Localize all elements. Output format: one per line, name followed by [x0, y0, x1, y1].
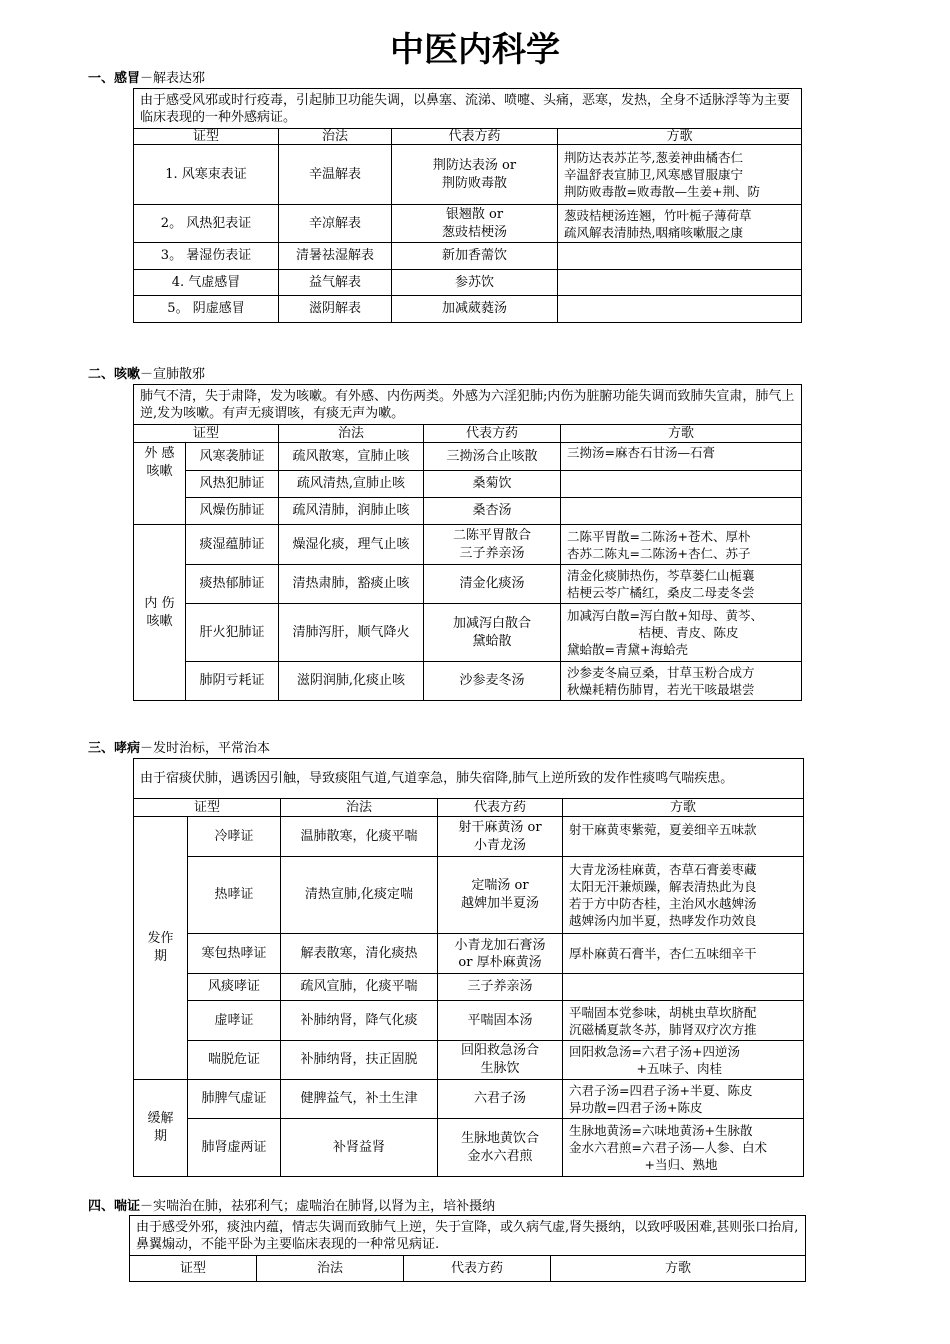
col-header-formula: 代表方药 [438, 799, 563, 817]
col-header-type: 证型 [130, 1256, 257, 1282]
treatment-method: 疏风宣肺，化痰平喘 [281, 974, 438, 1001]
table-row [134, 145, 802, 205]
section-1-description: 由于感受风邪或时行疫毒，引起肺卫功能失调，以鼻塞、流涕、喷嚏、头痛，恶寒，发热，全身不适脉浮等为主要临床表现的一种外感病证。 [134, 89, 802, 129]
col-header-type: 证型 [134, 799, 281, 817]
group-label-internal: 内 伤 咳嗽 [134, 525, 186, 701]
formula-song: 葱豉桔梗汤连翘，竹叶栀子薄荷草 疏风解表清肺热,咽痛咳嗽服之康 [558, 205, 802, 243]
table-row [134, 205, 802, 243]
table-row [134, 498, 802, 525]
formula-song [563, 974, 804, 1001]
syndrome-type: 热哮证 [188, 857, 281, 934]
col-header-type: 证型 [134, 129, 279, 145]
treatment-method: 补肾益肾 [281, 1119, 438, 1177]
syndrome-type: 1. 风寒束表证 [134, 145, 279, 205]
col-header-method: 治法 [281, 799, 438, 817]
section-3-description: 由于宿痰伏肺，遇诱因引触，导致痰阻气道,气道挛急，肺失宿降,肺气上逆所致的发作性痰鸣气喘疾患。 [134, 759, 804, 799]
formula-song: 生脉地黄汤=六味地黄汤+生脉散 金水六君煎=六君子汤—人参、白术 +当归、熟地 [563, 1119, 804, 1177]
formula: 新加香薷饮 [392, 243, 558, 270]
table-row [134, 1041, 804, 1080]
formula: 三拗汤合止咳散 [424, 443, 561, 471]
section-4-title: 四、喘证 [88, 1199, 141, 1214]
treatment-method: 辛凉解表 [279, 205, 392, 243]
section-3-title: 三、哮病 [88, 741, 141, 756]
table-row [134, 604, 802, 662]
table-row [134, 243, 802, 270]
section-4-table [129, 1215, 806, 1282]
formula: 加减泻白散合 黛蛤散 [424, 604, 561, 662]
formula: 加减葳蕤汤 [392, 296, 558, 323]
formula: 二陈平胃散合 三子养亲汤 [424, 525, 561, 565]
table-row [134, 525, 802, 565]
treatment-method: 辛温解表 [279, 145, 392, 205]
formula-song: 二陈平胃散=二陈汤+苍术、厚朴 杏苏二陈丸=二陈汤+杏仁、苏子 [561, 525, 802, 565]
syndrome-type: 痰湿蕴肺证 [186, 525, 279, 565]
treatment-method: 清热肃肺，豁痰止咳 [279, 565, 424, 604]
section-2-table [133, 384, 802, 701]
treatment-method: 清暑祛湿解表 [279, 243, 392, 270]
section-1-heading [88, 71, 205, 87]
syndrome-type: 风热犯肺证 [186, 471, 279, 498]
group-label-exogenous: 外 感 咳嗽 [134, 443, 186, 525]
section-3-subtitle: －发时治标，平常治本 [140, 741, 271, 756]
formula: 三子养亲汤 [438, 974, 563, 1001]
col-header-song: 方歌 [561, 425, 802, 443]
table-row [134, 296, 802, 323]
section-3-heading [88, 741, 270, 757]
formula: 平喘固本汤 [438, 1001, 563, 1041]
table-row [134, 1119, 804, 1177]
formula: 参苏饮 [392, 270, 558, 296]
formula: 清金化痰汤 [424, 565, 561, 604]
formula: 定喘汤 or 越婢加半夏汤 [438, 857, 563, 934]
col-header-method: 治法 [257, 1256, 404, 1282]
syndrome-type: 风燥伤肺证 [186, 498, 279, 525]
table-row [134, 1001, 804, 1041]
table-row [134, 270, 802, 296]
syndrome-type: 痰热郁肺证 [186, 565, 279, 604]
formula-song: 回阳救急汤=六君子汤+四逆汤 +五味子、肉桂 [563, 1041, 804, 1080]
syndrome-type: 2。 风热犯表证 [134, 205, 279, 243]
col-header-formula: 代表方药 [424, 425, 561, 443]
treatment-method: 健脾益气，补土生津 [281, 1080, 438, 1119]
section-4-subtitle: －实喘治在肺，祛邪利气；虚喘治在肺肾,以肾为主，培补摄纳 [140, 1199, 496, 1214]
formula-song: 平喘固本党参味，胡桃虫草坎脐配 沉磁橘夏款冬苏，肺肾双疗次方推 [563, 1001, 804, 1041]
formula: 桑杏汤 [424, 498, 561, 525]
formula-song [558, 296, 802, 323]
formula-song: 大青龙汤桂麻黄，杏草石膏姜枣藏 太阳无汗兼烦躁，解表清热此为良 若于方中防杏桂，主治风水越婢汤 越婢汤内加半夏，热哮发作功效良 [563, 857, 804, 934]
treatment-method: 补肺纳肾，降气化痰 [281, 1001, 438, 1041]
formula-song [558, 243, 802, 270]
formula-song [561, 471, 802, 498]
table-row [134, 974, 804, 1001]
section-1-title: 一、感冒 [88, 71, 141, 86]
syndrome-type: 寒包热哮证 [188, 934, 281, 974]
section-2-description: 肺气不清，失于肃降，发为咳嗽。有外感、内伤两类。外感为六淫犯肺;内伤为脏腑功能失调而致肺失宣肃，肺气上逆,发为咳嗽。有声无痰谓咳，有痰无声为嗽。 [134, 385, 802, 425]
syndrome-type: 4. 气虚感冒 [134, 270, 279, 296]
syndrome-type: 喘脱危证 [188, 1041, 281, 1080]
section-3-table [133, 758, 804, 1177]
table-row [134, 857, 804, 934]
col-header-type: 证型 [134, 425, 279, 443]
section-1-table [133, 88, 802, 323]
section-1-subtitle: －解表达邪 [140, 71, 206, 86]
syndrome-type: 肺肾虚两证 [188, 1119, 281, 1177]
col-header-song: 方歌 [563, 799, 804, 817]
treatment-method: 疏风散寒，宣肺止咳 [279, 443, 424, 471]
formula-song: 六君子汤=四君子汤+半夏、陈皮 异功散=四君子汤+陈皮 [563, 1080, 804, 1119]
syndrome-type: 肝火犯肺证 [186, 604, 279, 662]
formula: 射干麻黄汤 or 小青龙汤 [438, 817, 563, 857]
syndrome-type: 虚哮证 [188, 1001, 281, 1041]
syndrome-type: 肺阴亏耗证 [186, 662, 279, 701]
col-header-method: 治法 [279, 425, 424, 443]
group-label-remission: 缓解 期 [134, 1080, 188, 1177]
formula: 生脉地黄饮合 金水六君煎 [438, 1119, 563, 1177]
treatment-method: 清肺泻肝，顺气降火 [279, 604, 424, 662]
table-row [134, 443, 802, 471]
section-4-heading [88, 1199, 495, 1215]
formula: 小青龙加石膏汤 or 厚朴麻黄汤 [438, 934, 563, 974]
page-title: 中医内科学 [390, 30, 560, 70]
group-label-attack: 发作 期 [134, 817, 188, 1080]
formula-song: 沙参麦冬扁豆桑，甘草玉粉合成方 秋燥耗精伤肺胃，若光干咳最堪尝 [561, 662, 802, 701]
table-row [134, 471, 802, 498]
formula: 桑菊饮 [424, 471, 561, 498]
syndrome-type: 5。 阴虚感冒 [134, 296, 279, 323]
formula: 荆防达表汤 or 荆防败毒散 [392, 145, 558, 205]
formula-song: 荆防达表苏芷芩,葱姜神曲橘杏仁 辛温舒表宣肺卫,风寒感冒服康宁 荆防败毒散=败毒散—生姜+荆、防 [558, 145, 802, 205]
treatment-method: 补肺纳肾，扶正固脱 [281, 1041, 438, 1080]
formula-song: 三拗汤=麻杏石甘汤—石膏 [561, 443, 802, 471]
section-2-subtitle: －宣肺散邪 [140, 367, 206, 382]
syndrome-type: 风寒袭肺证 [186, 443, 279, 471]
col-header-song: 方歌 [558, 129, 802, 145]
col-header-song: 方歌 [551, 1256, 806, 1282]
syndrome-type: 肺脾气虚证 [188, 1080, 281, 1119]
treatment-method: 温肺散寒，化痰平喘 [281, 817, 438, 857]
table-row [134, 817, 804, 857]
table-row [134, 565, 802, 604]
formula: 六君子汤 [438, 1080, 563, 1119]
formula-song [561, 498, 802, 525]
section-2-title: 二、咳嗽 [88, 367, 141, 382]
syndrome-type: 3。 暑湿伤表证 [134, 243, 279, 270]
treatment-method: 滋阴润肺,化痰止咳 [279, 662, 424, 701]
formula: 沙参麦冬汤 [424, 662, 561, 701]
syndrome-type: 风痰哮证 [188, 974, 281, 1001]
table-row [134, 934, 804, 974]
syndrome-type: 冷哮证 [188, 817, 281, 857]
formula: 回阳救急汤合 生脉饮 [438, 1041, 563, 1080]
treatment-method: 清热宣肺,化痰定喘 [281, 857, 438, 934]
treatment-method: 燥湿化痰，理气止咳 [279, 525, 424, 565]
treatment-method: 益气解表 [279, 270, 392, 296]
treatment-method: 解表散寒，清化痰热 [281, 934, 438, 974]
table-row [134, 662, 802, 701]
treatment-method: 疏风清热,宣肺止咳 [279, 471, 424, 498]
formula-song: 射干麻黄枣紫菀，夏姜细辛五味款 [563, 817, 804, 857]
formula-song [558, 270, 802, 296]
col-header-formula: 代表方药 [392, 129, 558, 145]
formula-song: 厚朴麻黄石膏半，杏仁五味细辛干 [563, 934, 804, 974]
col-header-method: 治法 [279, 129, 392, 145]
section-2-heading [88, 367, 205, 383]
col-header-formula: 代表方药 [404, 1256, 551, 1282]
table-row [134, 1080, 804, 1119]
formula-song: 加减泻白散=泻白散+知母、黄芩、 桔梗、青皮、陈皮 黛蛤散=青黛+海蛤壳 [561, 604, 802, 662]
treatment-method: 滋阴解表 [279, 296, 392, 323]
formula-song: 清金化痰肺热伤，芩草蒌仁山栀襄 桔梗云苓广橘红，桑皮二母麦冬尝 [561, 565, 802, 604]
section-4-description: 由于感受外邪，痰浊内蕴，情志失调而致肺气上逆，失于宣降，或久病气虚,肾失摄纳，以致呼吸困难,甚则张口抬肩,鼻翼煽动，不能平卧为主要临床表现的一种常见病证. [130, 1216, 806, 1256]
formula: 银翘散 or 葱豉桔梗汤 [392, 205, 558, 243]
treatment-method: 疏风清肺，润肺止咳 [279, 498, 424, 525]
